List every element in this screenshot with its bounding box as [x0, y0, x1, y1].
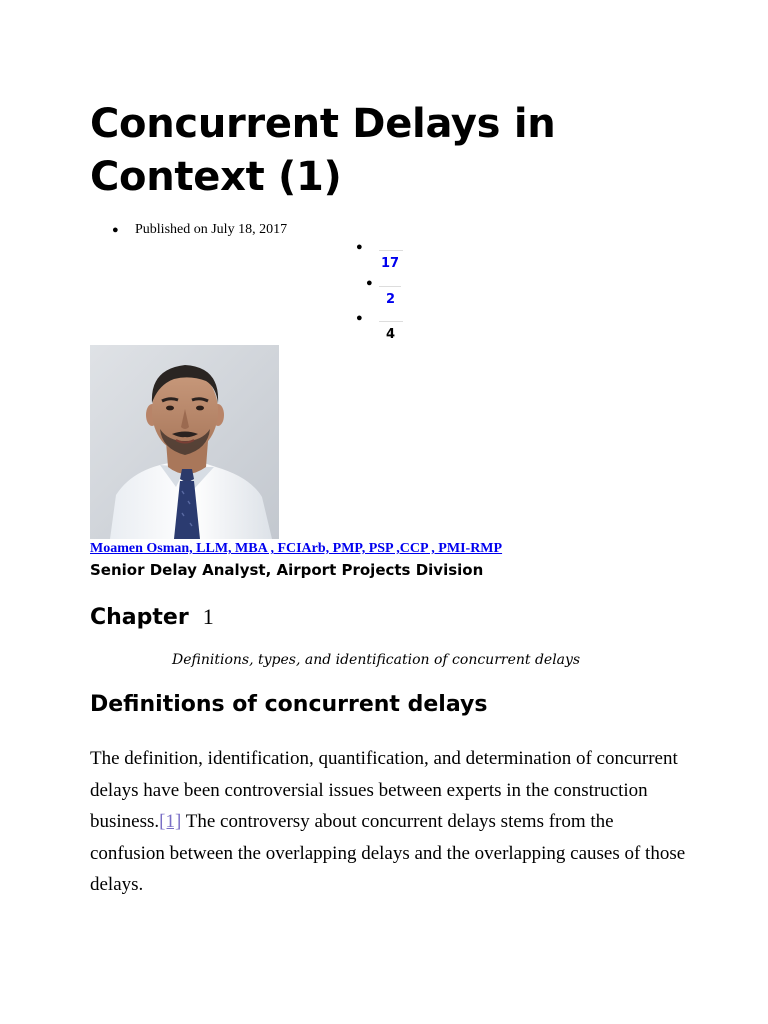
bullet-icon: ●: [356, 241, 363, 253]
published-text: Published on July 18, 2017: [135, 222, 288, 237]
author-photo: [90, 345, 279, 539]
divider: [379, 286, 401, 287]
title-line-2: Context (1): [90, 154, 342, 200]
bullet-icon: ●: [356, 312, 363, 324]
article-title: [90, 98, 710, 204]
likes-count[interactable]: 17: [381, 256, 400, 271]
title-line-1: Concurrent Delays in: [90, 101, 556, 147]
chapter-heading: [90, 603, 214, 632]
body-paragraph: [90, 743, 690, 901]
chapter-number: 1: [202, 604, 214, 629]
divider: [379, 250, 403, 251]
chapter-word: Chapter: [90, 605, 189, 630]
footnote-link[interactable]: [1]: [159, 811, 182, 832]
comments-count[interactable]: 2: [386, 292, 396, 307]
portrait-illustration: [90, 345, 279, 539]
shares-count: 4: [386, 327, 396, 342]
author-name-link[interactable]: Moamen Osman, LLM, MBA , FCIArb, PMP, PSP ,CCP , PMI-RMP: [90, 541, 503, 556]
section-heading: Definitions of concurrent delays: [90, 692, 488, 717]
chapter-subtitle: Definitions, types, and identification of concurrent delays: [172, 652, 581, 668]
paragraph-text-end: The controversy about concurrent delays stems from the confusion between the overlapping delays and the overlapping causes of those delays.: [90, 811, 686, 895]
paragraph-text-start: The definition, identification, quantification, and determination of concurrent delays have been controversial issues between experts in the construction business.: [90, 748, 678, 832]
divider: [379, 321, 403, 322]
bullet-icon: ●: [112, 224, 119, 236]
published-date: [112, 221, 287, 239]
author-role: Senior Delay Analyst, Airport Projects Division: [90, 561, 484, 579]
bullet-icon: ●: [366, 277, 373, 289]
